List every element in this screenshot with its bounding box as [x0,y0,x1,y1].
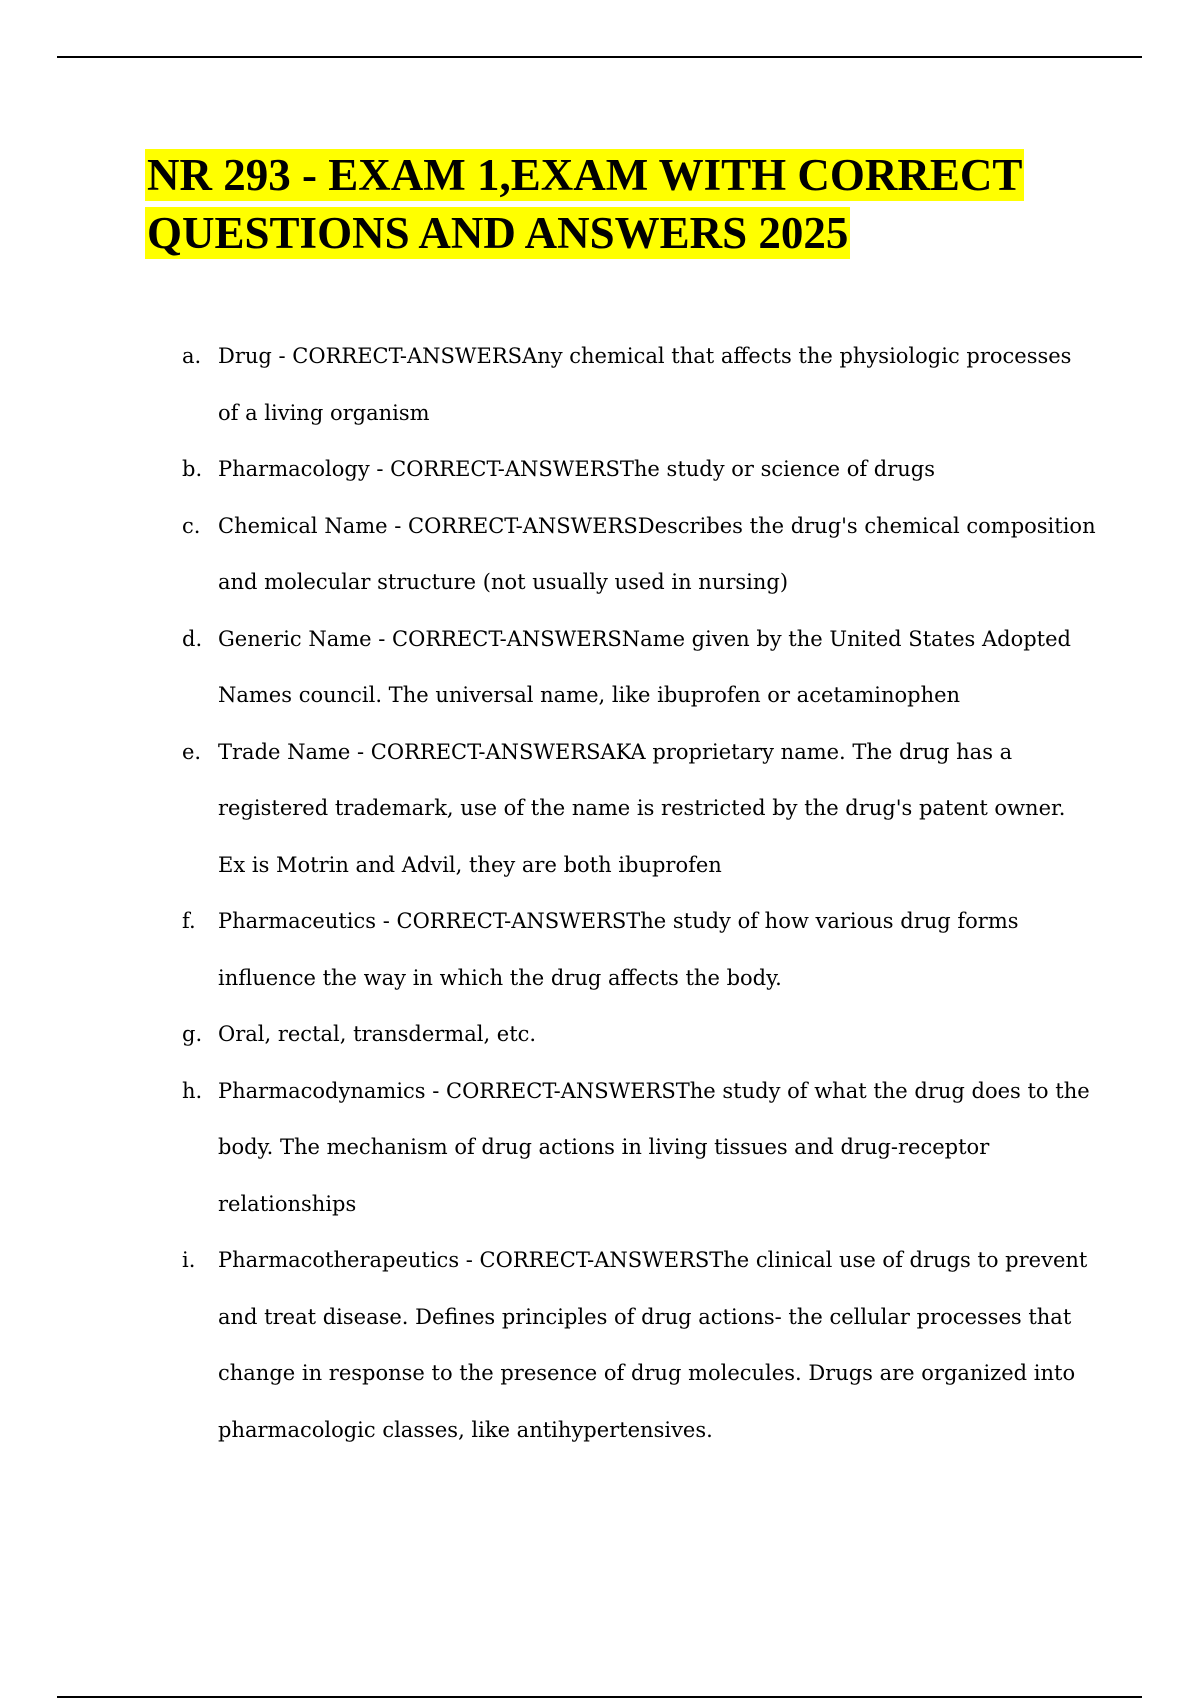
top-divider [57,56,1142,58]
qa-item-a [0,328,1200,441]
qa-item-g [0,1006,1200,1063]
qa-text: Generic Name - CORRECT-ANSWERSName given by the United States Adopted Names council. The universal name, like ibuprofen or acetaminophen [218,626,1071,707]
qa-marker: f. [182,909,196,933]
document-title-text: NR 293 - EXAM 1,EXAM WITH CORRECT QUESTIONS AND ANSWERS 2025 [147,150,1023,258]
qa-text: Drug - CORRECT-ANSWERSAny chemical that affects the physiologic processes of a living organism [218,344,1072,425]
qa-marker: i. [182,1248,196,1272]
qa-text: Pharmacodynamics - CORRECT-ANSWERSThe study of what the drug does to the body. The mechanism of drug actions in living tissues and drug-receptor relationships [218,1078,1090,1216]
bottom-divider [57,1696,1142,1698]
qa-item-f [0,893,1200,1006]
qa-item-b [0,441,1200,498]
qa-marker: a. [182,344,202,368]
document-title [145,146,1145,262]
qa-item-i [0,1232,1200,1458]
qa-marker: g. [182,1022,203,1046]
qa-text: Trade Name - CORRECT-ANSWERSAKA proprietary name. The drug has a registered trademark, use of the name is restricted by the drug's patent owner. Ex is Motrin and Advil, they are both ibuprofen [218,739,1066,877]
qa-marker: c. [182,513,201,538]
qa-list [0,328,1200,1458]
qa-text: Chemical Name - CORRECT-ANSWERSDescribes the drug's chemical composition and molecular structure (not usually used in nursing) [218,513,1096,594]
qa-marker: h. [182,1078,203,1103]
qa-text: Pharmacology - CORRECT-ANSWERSThe study or science of drugs [218,457,936,481]
qa-marker: e. [182,739,202,764]
qa-text: Pharmacotherapeutics - CORRECT-ANSWERSThe clinical use of drugs to prevent and treat disease. Defines principles of drug actions- the cellular processes that change in response to the presence of drug molecules. Drugs are organized into pharmacologic classes, like antihypertensives. [218,1248,1088,1442]
qa-marker: b. [182,457,203,481]
qa-text: Oral, rectal, transdermal, etc. [218,1022,537,1046]
qa-marker: d. [182,626,203,651]
qa-text: Pharmaceutics - CORRECT-ANSWERSThe study of how various drug forms influence the way in which the drug affects the body. [218,909,1019,990]
qa-item-d [0,611,1200,724]
qa-item-e [0,724,1200,894]
qa-item-c [0,498,1200,611]
qa-item-h [0,1063,1200,1233]
